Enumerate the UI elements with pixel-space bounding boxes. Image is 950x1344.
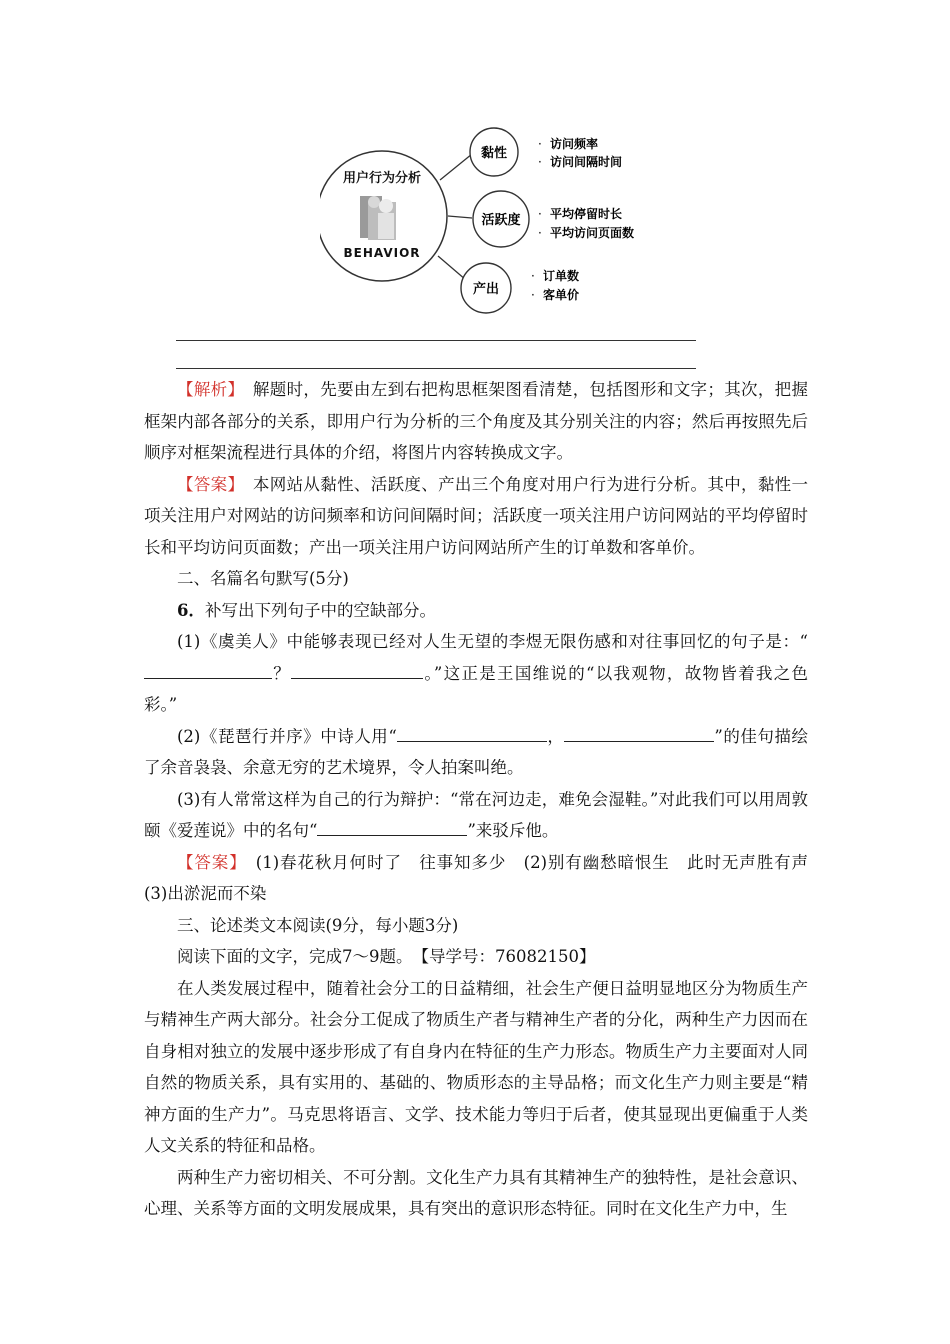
item-avg-pages: 平均访问页面数 [550, 226, 635, 240]
answer-tag: 【答案】 [177, 474, 237, 494]
item-orders: 订单数 [543, 269, 580, 283]
user-behavior-diagram [320, 120, 660, 320]
reading-paragraph-2: 两种生产力密切相关、不可分割。文化生产力具有其精神生产的独特性，是社会意识、心理、关系等方面的文明发展成果，具有突出的意识形态特征。同时在文化生产力中，生 [144, 1167, 808, 1218]
item-visit-frequency: 访问频率 [550, 137, 599, 151]
fill-blank[interactable] [564, 723, 714, 742]
branch-label-output: 产出 [472, 282, 500, 297]
answer-paragraph [144, 469, 808, 564]
item-avg-stay: 平均停留时长 [550, 207, 623, 221]
connector-line [438, 256, 466, 280]
item3-text-a: (3)有人常常这样为自己的行为辩护：“常在河边走，难免会湿鞋。”对此我们可以用周敦颐《爱莲说》中的名句“ [144, 789, 808, 840]
fill-blank[interactable] [291, 660, 423, 679]
bullet-icon: · [531, 288, 535, 302]
item2-text-a: (2)《琵琶行并序》中诗人用“ [177, 726, 397, 746]
fill-blank[interactable] [144, 660, 272, 679]
answer-text: (1)春花秋月何时了 往事知多少 (2)别有幽愁暗恨生 此时无声胜有声 (3)出淤泥而不染 [144, 852, 825, 903]
connector-line [440, 154, 472, 180]
center-title: 用户行为分析 [342, 171, 422, 186]
fill-blank[interactable] [397, 723, 547, 742]
document-body [144, 374, 825, 1225]
question-item-1 [144, 626, 808, 721]
item3-text-b: ”来驳斥他。 [467, 821, 559, 840]
item1-text-a: (1)《虞美人》中能够表现已经对人生无望的李煜无限伤感和对往事回忆的句子是：“ [177, 632, 808, 651]
question-text: 补写出下列句子中的空缺部分。 [204, 600, 436, 620]
item2-text-b: ”的佳句描绘了余音袅袅、余意无穷的艺术境界，令人拍案叫绝。 [144, 726, 809, 777]
item1-question-mark: ？ [272, 663, 292, 683]
section-heading: 三、论述类文本阅读(9分，每小题3分) [177, 915, 459, 935]
branch-label-stickiness: 黏性 [480, 146, 508, 161]
question-item-2 [144, 721, 808, 784]
item-unit-price: 客单价 [543, 288, 580, 302]
fill-blank[interactable] [317, 817, 467, 836]
answer-text: 本网站从黏性、活跃度、产出三个角度对用户行为进行分析。其中，黏性一项关注用户对网站的访问频率和访问间隔时间；活跃度一项关注用户访问网站的平均停留时长和平均访问页面数；产出一项关注用户访问网站所产生的订单数和客单价。 [144, 474, 809, 557]
item-visit-interval: 访问间隔时间 [550, 155, 623, 169]
bullet-icon: · [531, 269, 535, 283]
answer-tag: 【答案】 [177, 852, 239, 872]
bullet-icon: · [538, 137, 542, 151]
answer-line [176, 368, 696, 369]
branch-label-activity: 活跃度 [481, 213, 521, 228]
analysis-tag: 【解析】 [177, 380, 237, 399]
reading-paragraph-1: 在人类发展过程中，随着社会分工的日益精细，社会生产便日益明显地区分为物质生产与精神生产两大部分。社会分工促成了物质生产者与精神生产者的分化，两种生产力因而在自身相对独立的发展中逐步形成了有自身内在特征的生产力形态。物质生产力主要面对人同自然的物质关系，具有实用的、基础的、物质形态的主导品格；而文化生产力则主要是“精神方面的生产力”。马克思将语言、文学、技术能力等归于后者，使其显现出更偏重于人类人文关系的特征和品格。 [144, 978, 808, 1155]
connector-line [448, 216, 472, 218]
bullet-icon: · [538, 226, 542, 240]
analysis-text: 解题时，先要由左到右把构思框架图看清楚，包括图形和文字；其次，把握框架内部各部分的关系，即用户行为分析的三个角度及其分别关注的内容；然后再按照先后顺序对框架流程进行具体的介绍，将图片内容转换成文字。 [144, 380, 809, 462]
bullet-icon: · [538, 155, 542, 169]
item1-text-b: 。”这正是王国维说的“以我观物，故物皆着我之色彩。” [144, 663, 808, 714]
item2-comma: ， [546, 726, 565, 746]
question-item-3 [144, 784, 808, 847]
answer-line [176, 340, 696, 341]
section-heading: 二、名篇名句默写(5分) [177, 569, 349, 588]
center-caption: BEHAVIOR [343, 246, 421, 260]
answer-paragraph-2 [144, 847, 825, 910]
bullet-icon: · [538, 207, 542, 221]
people-icon [360, 196, 396, 240]
reading-instruction: 阅读下面的文字，完成7～9题。 【导学号：76082150】 [177, 947, 596, 966]
analysis-paragraph [144, 374, 808, 469]
question-number: 6． [177, 600, 205, 620]
question-6 [144, 595, 808, 627]
